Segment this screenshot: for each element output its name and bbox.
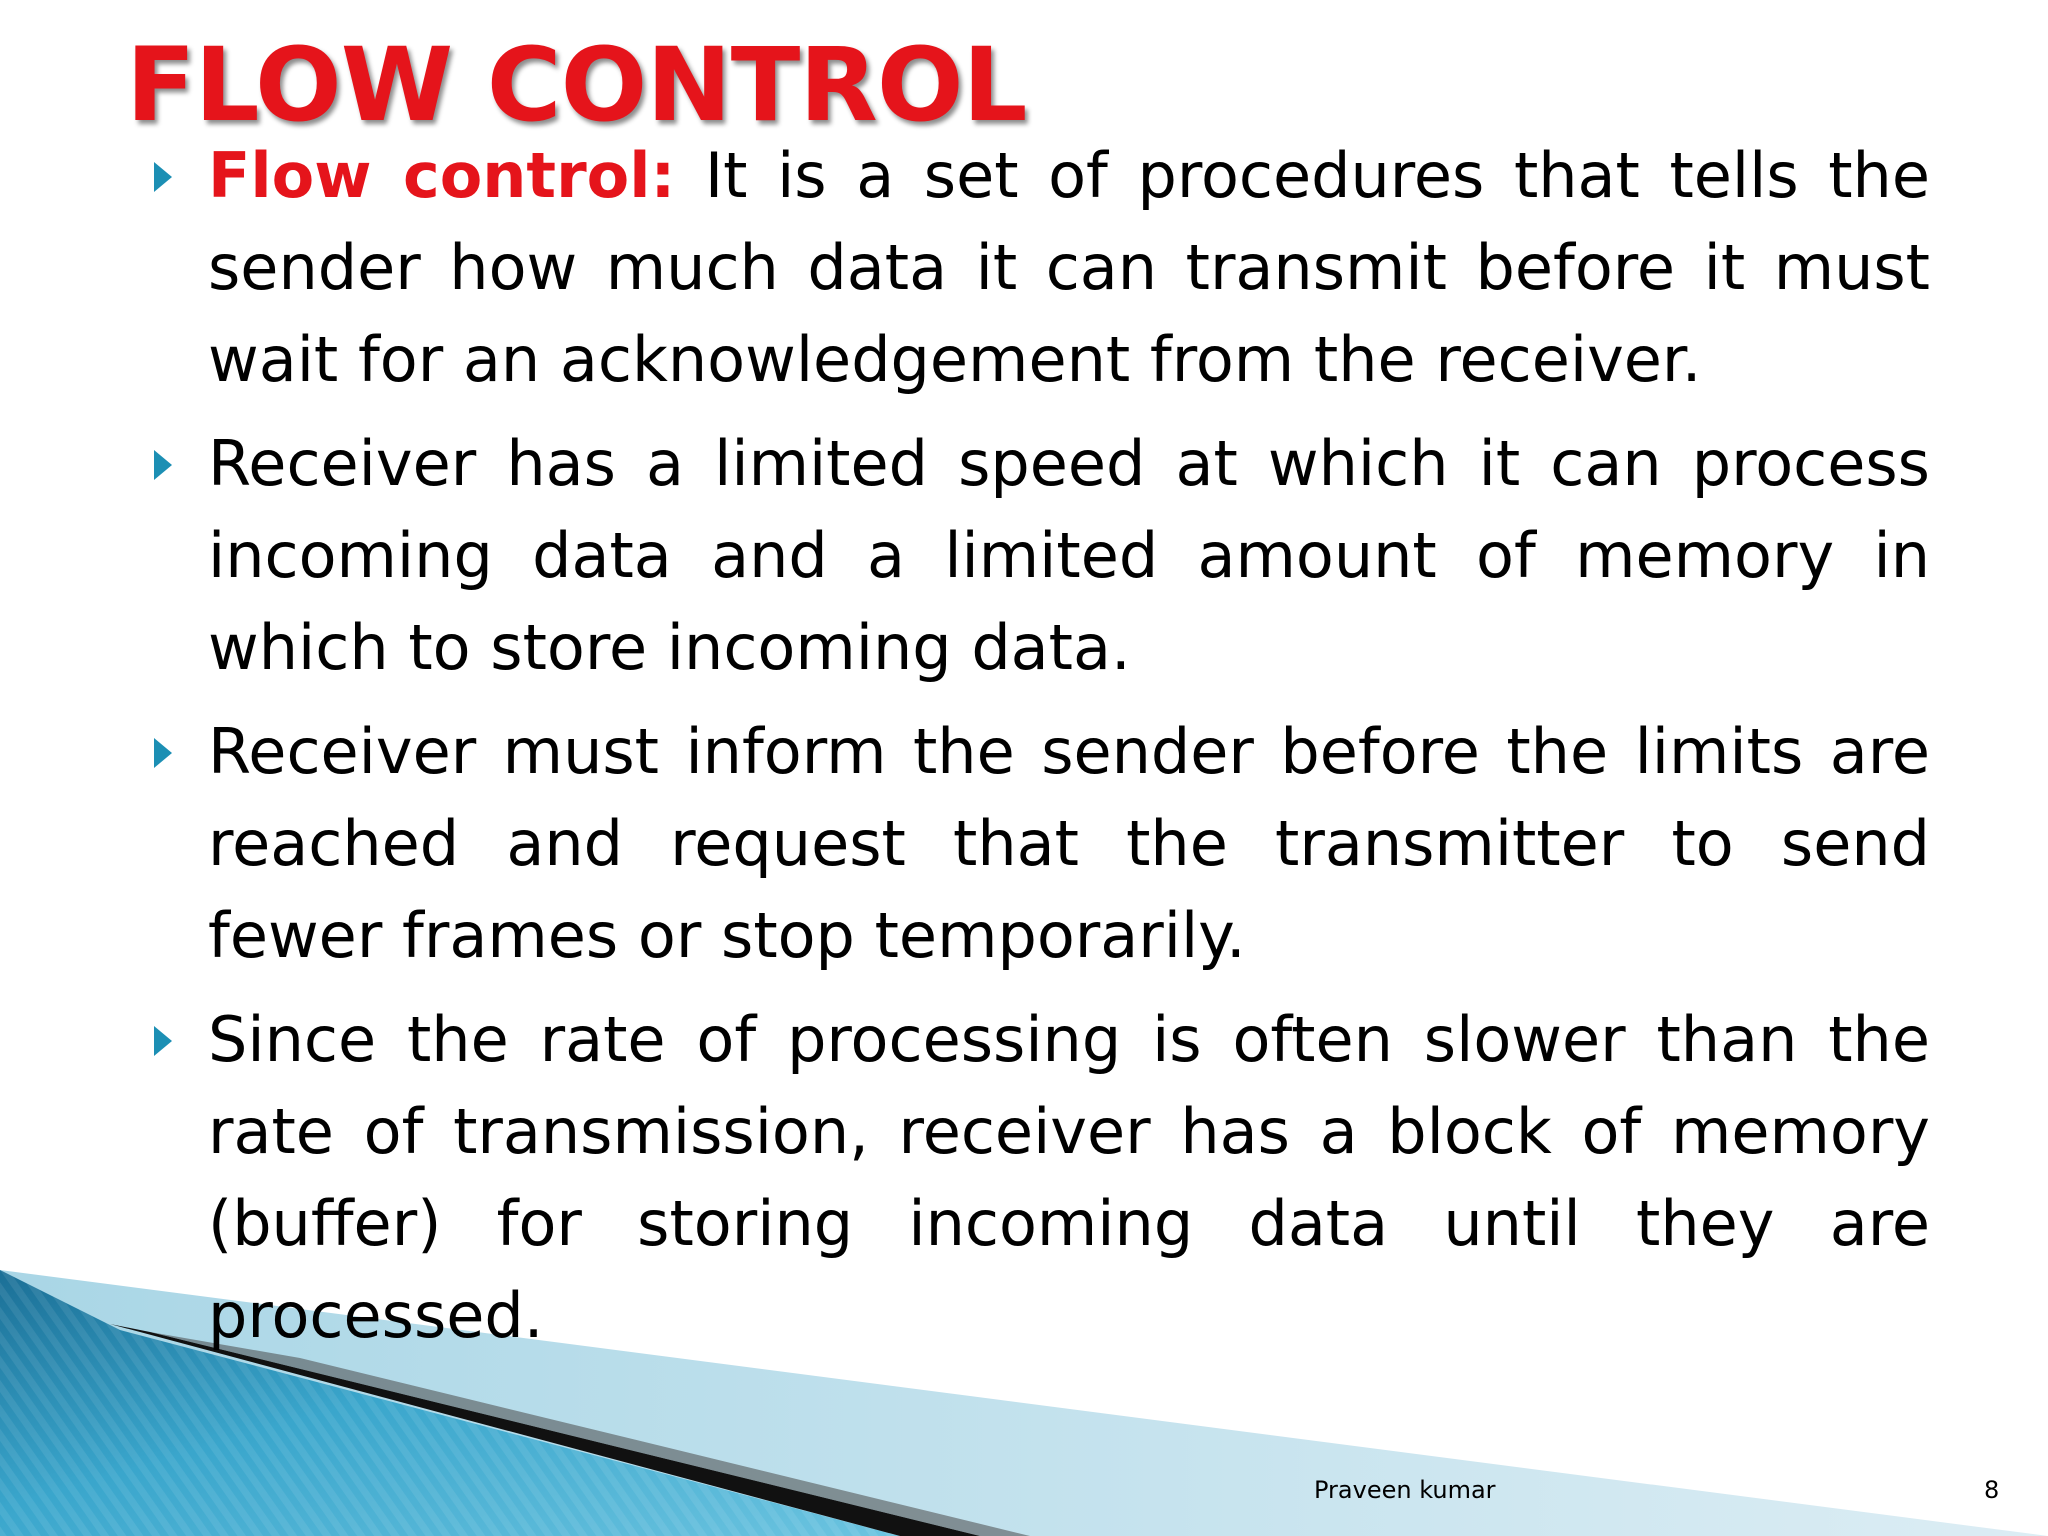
triangle-right-icon: [154, 450, 172, 480]
bullet-item: [150, 994, 1930, 1362]
bullet-item: [150, 130, 1930, 406]
bullet-list: [150, 130, 1930, 1374]
triangle-right-icon: [154, 162, 172, 192]
bullet-text: It is a set of procedures that tells the sender how much data it can transmit before it must wait for an acknowledgement from the receiver.: [208, 139, 1930, 396]
slide-title: FLOW CONTROL: [126, 26, 1027, 145]
bullet-text: Since the rate of processing is often slower than the rate of transmission, receiver has a block of memory (buffer) for storing incoming data until they are processed.: [208, 1003, 1930, 1352]
triangle-right-icon: [154, 738, 172, 768]
bullet-item: [150, 706, 1930, 982]
footer-author: Praveen kumar: [1314, 1476, 1496, 1504]
bullet-term: Flow control:: [208, 139, 676, 212]
triangle-right-icon: [154, 1026, 172, 1056]
bullet-text: Receiver has a limited speed at which it can process incoming data and a limited amount of memory in which to store incoming data.: [208, 427, 1930, 684]
bullet-item: [150, 418, 1930, 694]
page-number: 8: [1984, 1476, 2000, 1504]
bullet-text: Receiver must inform the sender before the limits are reached and request that the transmitter to send fewer frames or stop temporarily.: [208, 715, 1930, 972]
